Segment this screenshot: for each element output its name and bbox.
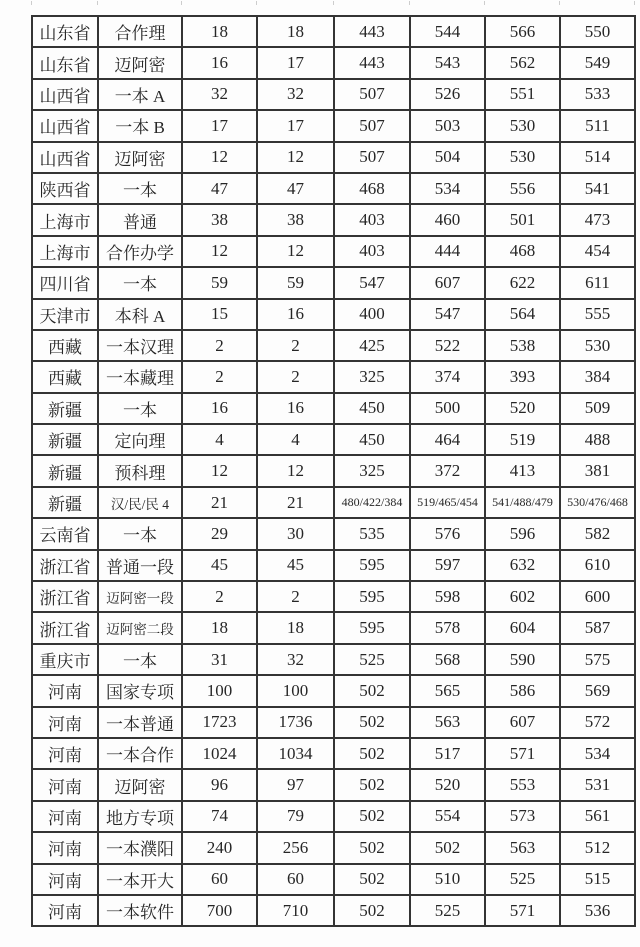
score-cell: 563 (485, 832, 560, 863)
score-cell: 16 (257, 393, 334, 424)
score-cell: 403 (334, 204, 410, 235)
score-cell: 443 (334, 16, 410, 47)
score-cell: 622 (485, 267, 560, 298)
table-row (32, 707, 635, 738)
score-cell: 515 (560, 864, 635, 895)
table-row (32, 487, 635, 518)
score-cell: 534 (560, 738, 635, 769)
batch-cell: 一本 A (98, 79, 182, 110)
table-row (32, 801, 635, 832)
score-cell: 571 (485, 895, 560, 926)
batch-cell: 定向理 (98, 424, 182, 455)
score-cell: 563 (410, 707, 485, 738)
score-cell: 16 (182, 47, 257, 78)
table-row (32, 581, 635, 612)
table-row (32, 832, 635, 863)
score-cell: 535 (334, 518, 410, 549)
score-cell: 565 (410, 675, 485, 706)
score-cell: 2 (257, 581, 334, 612)
table-row (32, 550, 635, 581)
score-cell: 604 (485, 612, 560, 643)
score-cell: 553 (485, 769, 560, 800)
cropped-border-tick (634, 1, 635, 5)
cropped-border-tick (333, 1, 334, 5)
cropped-border-tick (409, 1, 410, 5)
score-cell: 325 (334, 361, 410, 392)
batch-cell: 一本 (98, 267, 182, 298)
score-cell: 561 (560, 801, 635, 832)
score-cell: 541 (560, 173, 635, 204)
score-cell: 45 (182, 550, 257, 581)
score-cell: 60 (257, 864, 334, 895)
score-cell: 21 (257, 487, 334, 518)
province-cell: 浙江省 (32, 581, 98, 612)
score-cell: 550 (560, 16, 635, 47)
score-cell: 413 (485, 455, 560, 486)
score-cell: 522 (410, 330, 485, 361)
score-cell: 547 (410, 299, 485, 330)
score-cell: 18 (182, 16, 257, 47)
province-cell: 新疆 (32, 424, 98, 455)
score-cell: 530 (485, 142, 560, 173)
score-cell: 450 (334, 393, 410, 424)
batch-cell: 合作理 (98, 16, 182, 47)
score-cell: 502 (334, 801, 410, 832)
score-cell: 607 (485, 707, 560, 738)
table-row (32, 864, 635, 895)
score-cell: 507 (334, 142, 410, 173)
score-cell: 16 (182, 393, 257, 424)
score-cell: 4 (257, 424, 334, 455)
score-cell: 21 (182, 487, 257, 518)
score-cell: 488 (560, 424, 635, 455)
batch-cell: 国家专项 (98, 675, 182, 706)
batch-cell: 一本 (98, 518, 182, 549)
score-cell: 500 (410, 393, 485, 424)
cropped-border-tick (97, 1, 98, 5)
score-cell: 32 (182, 79, 257, 110)
score-cell: 531 (560, 769, 635, 800)
score-cell: 59 (182, 267, 257, 298)
score-cell: 519/465/454 (410, 487, 485, 518)
table-row (32, 299, 635, 330)
score-cell: 12 (257, 236, 334, 267)
cropped-border-tick (31, 1, 32, 5)
score-cell: 549 (560, 47, 635, 78)
score-cell: 520 (410, 769, 485, 800)
score-cell: 47 (182, 173, 257, 204)
score-cell: 60 (182, 864, 257, 895)
batch-cell: 合作办学 (98, 236, 182, 267)
province-cell: 山西省 (32, 142, 98, 173)
score-cell: 38 (257, 204, 334, 235)
batch-cell: 一本藏理 (98, 361, 182, 392)
score-cell: 598 (410, 581, 485, 612)
score-cell: 443 (334, 47, 410, 78)
score-cell: 59 (257, 267, 334, 298)
province-cell: 河南 (32, 895, 98, 926)
score-cell: 569 (560, 675, 635, 706)
score-cell: 12 (182, 455, 257, 486)
batch-cell: 一本 B (98, 110, 182, 141)
score-cell: 525 (410, 895, 485, 926)
score-cell: 595 (334, 581, 410, 612)
table-row (32, 110, 635, 141)
batch-cell: 迈阿密一段 (98, 581, 182, 612)
admission-score-table (31, 15, 636, 927)
score-cell: 74 (182, 801, 257, 832)
batch-cell: 一本 (98, 393, 182, 424)
score-cell: 18 (257, 612, 334, 643)
score-cell: 17 (257, 110, 334, 141)
score-cell: 2 (182, 330, 257, 361)
score-cell: 2 (182, 361, 257, 392)
score-cell: 511 (560, 110, 635, 141)
score-cell: 79 (257, 801, 334, 832)
score-cell: 536 (560, 895, 635, 926)
score-cell: 556 (485, 173, 560, 204)
province-cell: 河南 (32, 675, 98, 706)
score-cell: 501 (485, 204, 560, 235)
province-cell: 云南省 (32, 518, 98, 549)
score-cell: 45 (257, 550, 334, 581)
score-cell: 571 (485, 738, 560, 769)
score-cell: 4 (182, 424, 257, 455)
score-cell: 100 (182, 675, 257, 706)
score-cell: 512 (560, 832, 635, 863)
table-row (32, 173, 635, 204)
score-cell: 520 (485, 393, 560, 424)
score-cell: 582 (560, 518, 635, 549)
score-cell: 551 (485, 79, 560, 110)
table-row (32, 675, 635, 706)
score-cell: 514 (560, 142, 635, 173)
table-row (32, 16, 635, 47)
province-cell: 浙江省 (32, 550, 98, 581)
table-row (32, 424, 635, 455)
score-cell: 2 (182, 581, 257, 612)
score-cell: 590 (485, 644, 560, 675)
score-cell: 1024 (182, 738, 257, 769)
table-row (32, 142, 635, 173)
table-row (32, 895, 635, 926)
province-cell: 上海市 (32, 236, 98, 267)
score-cell: 256 (257, 832, 334, 863)
score-cell: 372 (410, 455, 485, 486)
province-cell: 河南 (32, 832, 98, 863)
batch-cell: 一本开大 (98, 864, 182, 895)
table-row (32, 47, 635, 78)
score-cell: 32 (257, 79, 334, 110)
batch-cell: 一本 (98, 173, 182, 204)
score-cell: 2 (257, 361, 334, 392)
score-cell: 526 (410, 79, 485, 110)
score-cell: 393 (485, 361, 560, 392)
province-cell: 浙江省 (32, 612, 98, 643)
table-row (32, 393, 635, 424)
score-cell: 600 (560, 581, 635, 612)
score-cell: 530 (560, 330, 635, 361)
batch-cell: 一本汉理 (98, 330, 182, 361)
batch-cell: 一本合作 (98, 738, 182, 769)
score-cell: 576 (410, 518, 485, 549)
score-cell: 519 (485, 424, 560, 455)
score-cell: 460 (410, 204, 485, 235)
score-cell: 1723 (182, 707, 257, 738)
province-cell: 上海市 (32, 204, 98, 235)
batch-cell: 汉/民/民 4 (98, 487, 182, 518)
province-cell: 山西省 (32, 79, 98, 110)
score-cell: 541/488/479 (485, 487, 560, 518)
score-cell: 710 (257, 895, 334, 926)
score-cell: 12 (257, 455, 334, 486)
score-cell: 32 (257, 644, 334, 675)
score-cell: 572 (560, 707, 635, 738)
score-cell: 502 (334, 675, 410, 706)
score-cell: 607 (410, 267, 485, 298)
score-cell: 573 (485, 801, 560, 832)
score-cell: 502 (334, 895, 410, 926)
score-cell: 543 (410, 47, 485, 78)
score-cell: 595 (334, 612, 410, 643)
table-row (32, 769, 635, 800)
score-cell: 575 (560, 644, 635, 675)
score-cell: 38 (182, 204, 257, 235)
province-cell: 河南 (32, 801, 98, 832)
score-cell: 480/422/384 (334, 487, 410, 518)
cropped-border-tick (484, 1, 485, 5)
score-cell: 12 (182, 142, 257, 173)
province-cell: 四川省 (32, 267, 98, 298)
table-row (32, 518, 635, 549)
score-cell: 503 (410, 110, 485, 141)
table-row (32, 738, 635, 769)
batch-cell: 普通一段 (98, 550, 182, 581)
score-cell: 578 (410, 612, 485, 643)
score-cell: 530 (485, 110, 560, 141)
score-cell: 450 (334, 424, 410, 455)
score-cell: 507 (334, 110, 410, 141)
score-cell: 502 (334, 769, 410, 800)
batch-cell: 迈阿密二段 (98, 612, 182, 643)
cropped-border-tick (181, 1, 182, 5)
score-cell: 30 (257, 518, 334, 549)
score-cell: 473 (560, 204, 635, 235)
province-cell: 河南 (32, 738, 98, 769)
score-cell: 602 (485, 581, 560, 612)
score-cell: 564 (485, 299, 560, 330)
province-cell: 新疆 (32, 393, 98, 424)
score-cell: 468 (485, 236, 560, 267)
score-cell: 240 (182, 832, 257, 863)
province-cell: 河南 (32, 769, 98, 800)
score-cell: 502 (410, 832, 485, 863)
score-cell: 47 (257, 173, 334, 204)
batch-cell: 地方专项 (98, 801, 182, 832)
score-cell: 596 (485, 518, 560, 549)
score-cell: 533 (560, 79, 635, 110)
table-row (32, 644, 635, 675)
table-row (32, 361, 635, 392)
province-cell: 西藏 (32, 330, 98, 361)
score-cell: 587 (560, 612, 635, 643)
province-cell: 西藏 (32, 361, 98, 392)
score-cell: 15 (182, 299, 257, 330)
score-cell: 17 (182, 110, 257, 141)
province-cell: 天津市 (32, 299, 98, 330)
score-cell: 464 (410, 424, 485, 455)
score-cell: 100 (257, 675, 334, 706)
score-cell: 502 (334, 738, 410, 769)
score-cell: 12 (182, 236, 257, 267)
score-cell: 381 (560, 455, 635, 486)
table-row (32, 612, 635, 643)
score-cell: 384 (560, 361, 635, 392)
batch-cell: 一本 (98, 644, 182, 675)
score-cell: 507 (334, 79, 410, 110)
score-cell: 403 (334, 236, 410, 267)
score-cell: 547 (334, 267, 410, 298)
score-cell: 16 (257, 299, 334, 330)
score-cell: 562 (485, 47, 560, 78)
score-cell: 525 (334, 644, 410, 675)
batch-cell: 一本普通 (98, 707, 182, 738)
score-cell: 29 (182, 518, 257, 549)
score-cell: 555 (560, 299, 635, 330)
province-cell: 河南 (32, 707, 98, 738)
cropped-border-tick (559, 1, 560, 5)
score-cell: 597 (410, 550, 485, 581)
score-cell: 502 (334, 864, 410, 895)
score-cell: 17 (257, 47, 334, 78)
table-row (32, 79, 635, 110)
score-cell: 502 (334, 707, 410, 738)
score-cell: 538 (485, 330, 560, 361)
batch-cell: 迈阿密 (98, 769, 182, 800)
score-cell: 18 (182, 612, 257, 643)
score-cell: 444 (410, 236, 485, 267)
batch-cell: 一本濮阳 (98, 832, 182, 863)
table-row (32, 204, 635, 235)
score-cell: 611 (560, 267, 635, 298)
score-cell: 554 (410, 801, 485, 832)
score-cell: 632 (485, 550, 560, 581)
score-cell: 96 (182, 769, 257, 800)
score-cell: 504 (410, 142, 485, 173)
batch-cell: 迈阿密 (98, 142, 182, 173)
score-cell: 544 (410, 16, 485, 47)
batch-cell: 预科理 (98, 455, 182, 486)
score-cell: 400 (334, 299, 410, 330)
score-cell: 468 (334, 173, 410, 204)
batch-cell: 普通 (98, 204, 182, 235)
score-table-body (32, 16, 635, 926)
score-cell: 586 (485, 675, 560, 706)
score-cell: 325 (334, 455, 410, 486)
table-row (32, 267, 635, 298)
score-cell: 1034 (257, 738, 334, 769)
score-cell: 525 (485, 864, 560, 895)
table-row (32, 455, 635, 486)
score-cell: 12 (257, 142, 334, 173)
table-row (32, 330, 635, 361)
province-cell: 山东省 (32, 47, 98, 78)
province-cell: 新疆 (32, 455, 98, 486)
province-cell: 山东省 (32, 16, 98, 47)
score-cell: 374 (410, 361, 485, 392)
score-cell: 425 (334, 330, 410, 361)
score-cell: 534 (410, 173, 485, 204)
score-cell: 517 (410, 738, 485, 769)
batch-cell: 本科 A (98, 299, 182, 330)
score-cell: 568 (410, 644, 485, 675)
score-cell: 454 (560, 236, 635, 267)
score-cell: 18 (257, 16, 334, 47)
score-cell: 566 (485, 16, 560, 47)
score-cell: 97 (257, 769, 334, 800)
score-cell: 530/476/468 (560, 487, 635, 518)
score-cell: 1736 (257, 707, 334, 738)
score-cell: 2 (257, 330, 334, 361)
score-cell: 502 (334, 832, 410, 863)
province-cell: 山西省 (32, 110, 98, 141)
score-cell: 509 (560, 393, 635, 424)
score-cell: 700 (182, 895, 257, 926)
cropped-border-tick (256, 1, 257, 5)
score-cell: 595 (334, 550, 410, 581)
province-cell: 河南 (32, 864, 98, 895)
batch-cell: 一本软件 (98, 895, 182, 926)
score-cell: 31 (182, 644, 257, 675)
province-cell: 重庆市 (32, 644, 98, 675)
score-cell: 610 (560, 550, 635, 581)
province-cell: 新疆 (32, 487, 98, 518)
table-row (32, 236, 635, 267)
batch-cell: 迈阿密 (98, 47, 182, 78)
province-cell: 陕西省 (32, 173, 98, 204)
score-cell: 510 (410, 864, 485, 895)
